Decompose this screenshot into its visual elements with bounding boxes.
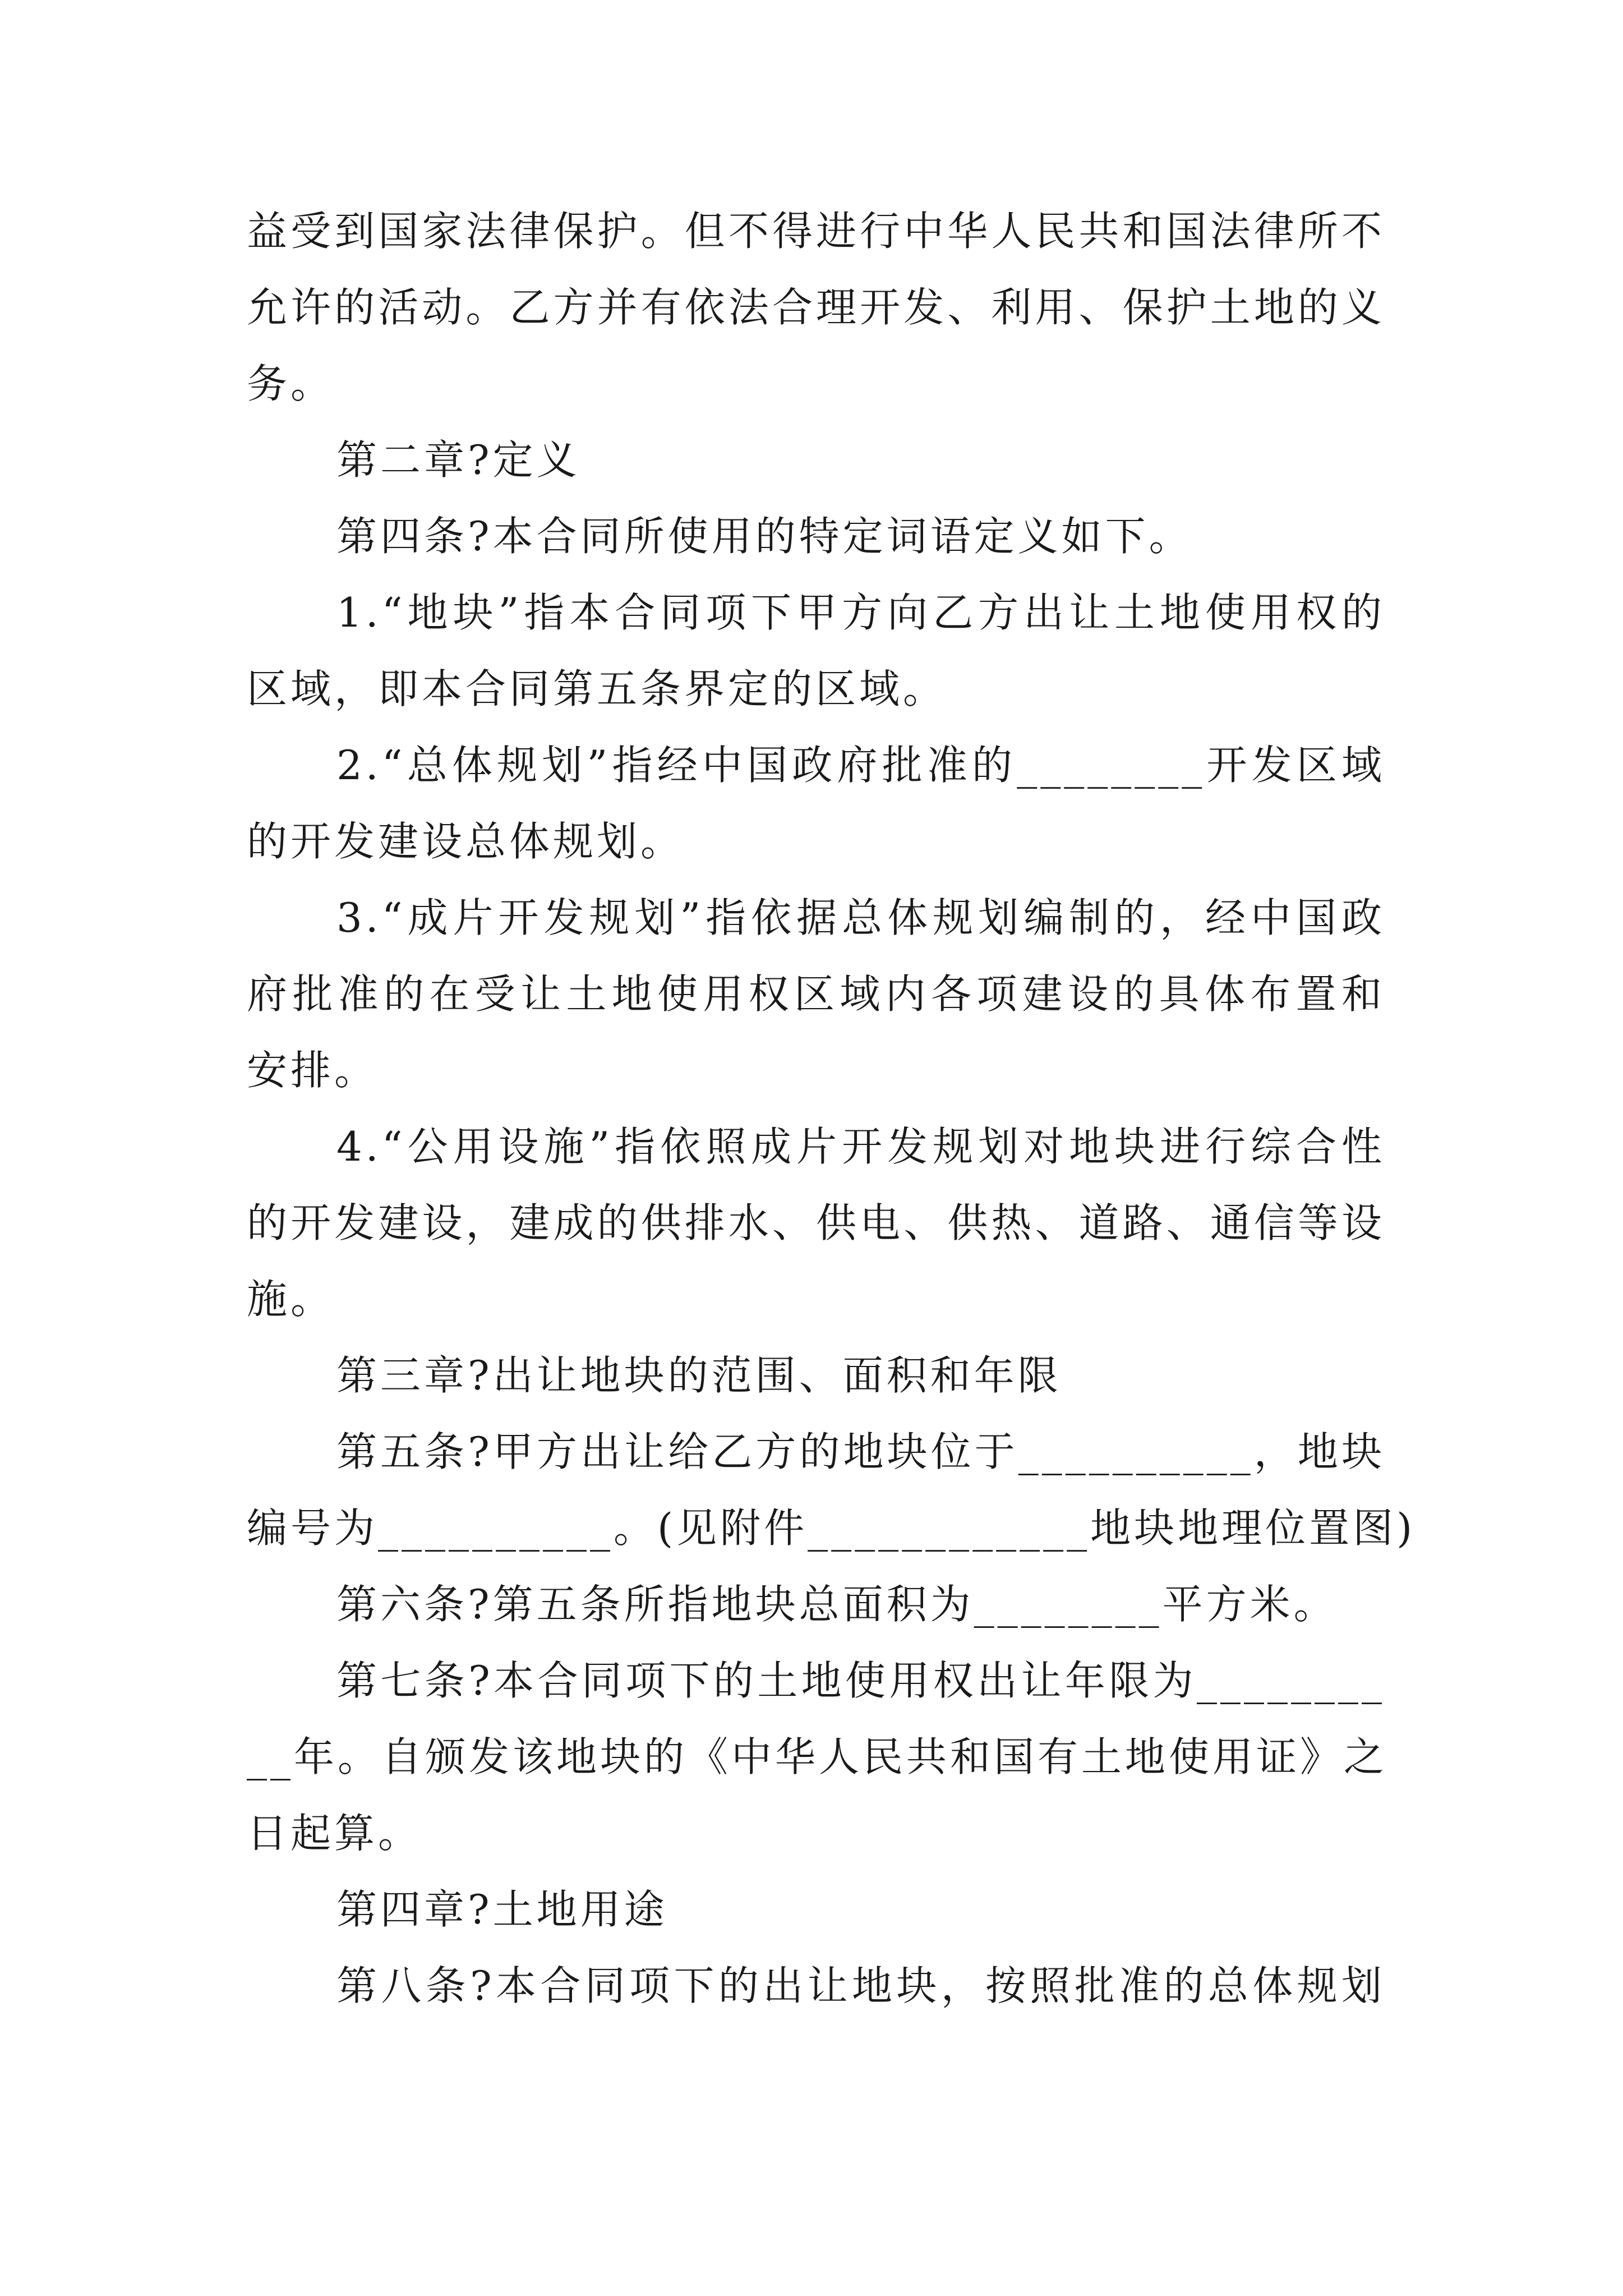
article-8-line-1: 第八条?本合同项下的出让地块，按照批准的总体规划: [336, 1962, 1385, 2009]
text-line-10: 3.“成片开发规划”指依据总体规划编制的，经中国政: [336, 894, 1385, 941]
chapter-heading-3: 第三章?出让地块的范围、面积和年限: [336, 1352, 1062, 1399]
text-line-12: 安排。: [247, 1047, 379, 1094]
article-5-line-1: 第五条?甲方出让给乙方的地块位于__________，地块: [336, 1428, 1385, 1475]
text-line-7: 区域，即本合同第五条界定的区域。: [247, 665, 947, 712]
article-7-line-3: 日起算。: [247, 1810, 422, 1857]
article-7-line-1: 第七条?本合同项下的土地使用权出让年限为________: [336, 1657, 1385, 1704]
text-line-15: 施。: [247, 1276, 335, 1323]
text-line-11: 府批准的在受让土地使用权区域内各项建设的具体布置和: [247, 970, 1385, 1018]
text-line-2: 允许的活动。乙方并有依法合理开发、利用、保护土地的义: [247, 284, 1385, 331]
text-line-14: 的开发建设，建成的供排水、供电、供热、道路、通信等设: [247, 1199, 1385, 1246]
article-5-line-2: 编号为__________。(见附件____________地块地理位置图): [247, 1504, 1416, 1552]
text-line-13: 4.“公用设施”指依照成片开发规划对地块进行综合性: [336, 1123, 1385, 1170]
article-6: 第六条?第五条所指地块总面积为________平方米。: [336, 1581, 1338, 1628]
text-line-6: 1.“地块”指本合同项下甲方向乙方出让土地使用权的: [336, 589, 1385, 636]
chapter-heading-4: 第四章?土地用途: [336, 1886, 668, 1933]
article-7-line-2: __年。自颁发该地块的《中华人民共和国有土地使用证》之: [247, 1733, 1388, 1780]
text-line-8: 2.“总体规划”指经中国政府批准的________开发区域: [336, 742, 1385, 789]
article-4-heading: 第四条?本合同所使用的特定词语定义如下。: [336, 513, 1193, 560]
text-line-1: 益受到国家法律保护。但不得进行中华人民共和国法律所不: [247, 208, 1385, 255]
chapter-heading-2: 第二章?定义: [336, 436, 580, 484]
text-line-9: 的开发建设总体规划。: [247, 818, 685, 865]
text-line-3: 务。: [247, 360, 335, 407]
